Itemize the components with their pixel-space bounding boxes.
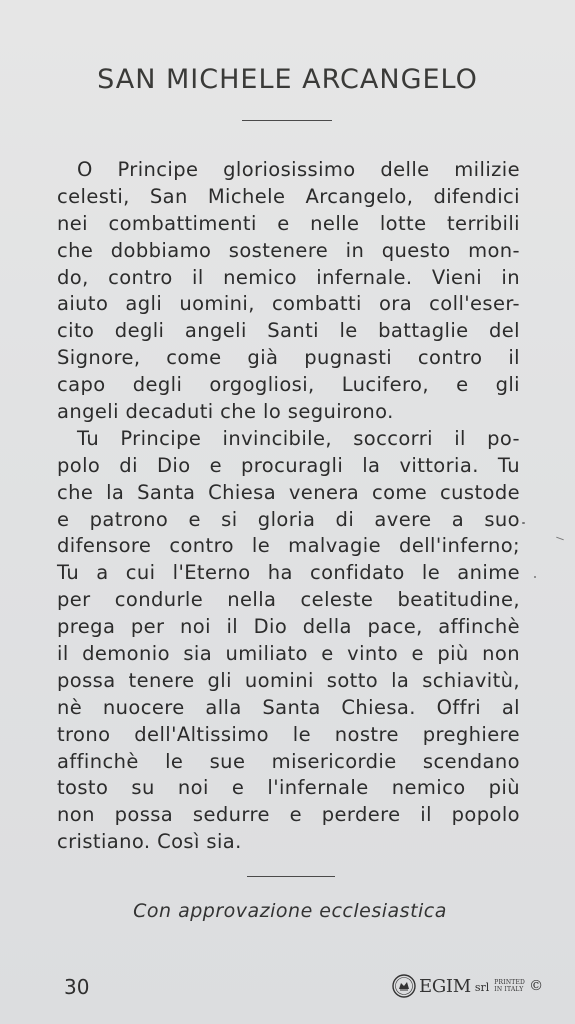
text-line: capo degli orgogliosi, Lucifero, e gli [57, 373, 520, 397]
printed-line: IN ITALY [494, 986, 524, 993]
text-line: nei combattimenti e nelle lotte terribili [57, 211, 520, 235]
ecclesiastical-approval: Con approvazione ecclesiastica [133, 900, 447, 922]
publisher-seal-icon [392, 974, 416, 998]
paper-speck [556, 537, 564, 541]
text-line: prega per noi il Dio della pace, affinchè [57, 615, 520, 639]
closing-divider [247, 876, 335, 877]
text-line: non possa sedurre e perdere il popolo [57, 803, 520, 827]
text-line: possa tenere gli uomini sotto la schiavitù, [57, 668, 520, 692]
text-line: angeli decaduti che lo seguirono. [57, 400, 394, 424]
text-line: Tu a cui l'Eterno ha confidato le anime [57, 561, 520, 585]
prayer-body [57, 157, 520, 856]
text-line: per condurle nella celeste beatitudine, [57, 588, 520, 612]
text-line: do, contro il nemico infernale. Vieni in [57, 265, 520, 289]
paper-speck [522, 522, 525, 524]
publisher-imprint [392, 972, 543, 1000]
text-line: polo di Dio e procuragli la vittoria. Tu [57, 453, 520, 477]
text-line: trono dell'Altissimo le nostre preghiere [57, 722, 520, 746]
page-number: 30 [64, 975, 90, 999]
text-line: difensore contro le malvagie dell'inferno; [57, 534, 520, 558]
text-line: Tu Principe invincibile, soccorri il po- [77, 426, 520, 450]
publisher-suffix: srl [474, 981, 490, 994]
printed-in-italy [494, 979, 525, 993]
text-line: O Principe gloriosissimo delle milizie [77, 158, 520, 181]
text-line: che dobbiamo sostenere in questo mon- [57, 238, 520, 262]
text-line: nè nuocere alla Santa Chiesa. Offri al [57, 695, 520, 719]
paper-speck [534, 576, 536, 578]
prayer-title: SAN MICHELE ARCANGELO [97, 64, 478, 95]
text-line: che la Santa Chiesa venera come custode [57, 480, 520, 504]
text-line: affinchè le sue misericordie scendano [57, 749, 520, 773]
text-line: tosto su noi e l'infernale nemico più [57, 776, 520, 800]
text-line: cristiano. Così sia. [57, 830, 242, 854]
publisher-brand: EGIM [419, 975, 471, 997]
printed-line: PRINTED [494, 979, 526, 986]
text-line: aiuto agli uomini, combatti ora coll'eser- [57, 292, 520, 316]
text-line: e patrono e si gloria di avere a suo [57, 507, 520, 531]
text-line: cito degli angeli Santi le battaglie del [57, 319, 520, 343]
text-line: Signore, come già pugnasti contro il [57, 346, 520, 370]
text-line: il demonio sia umiliato e vinto e più non [57, 642, 520, 666]
text-line: celesti, San Michele Arcangelo, difendici [57, 184, 520, 208]
copyright-symbol: © [529, 978, 544, 994]
title-divider [242, 120, 332, 121]
